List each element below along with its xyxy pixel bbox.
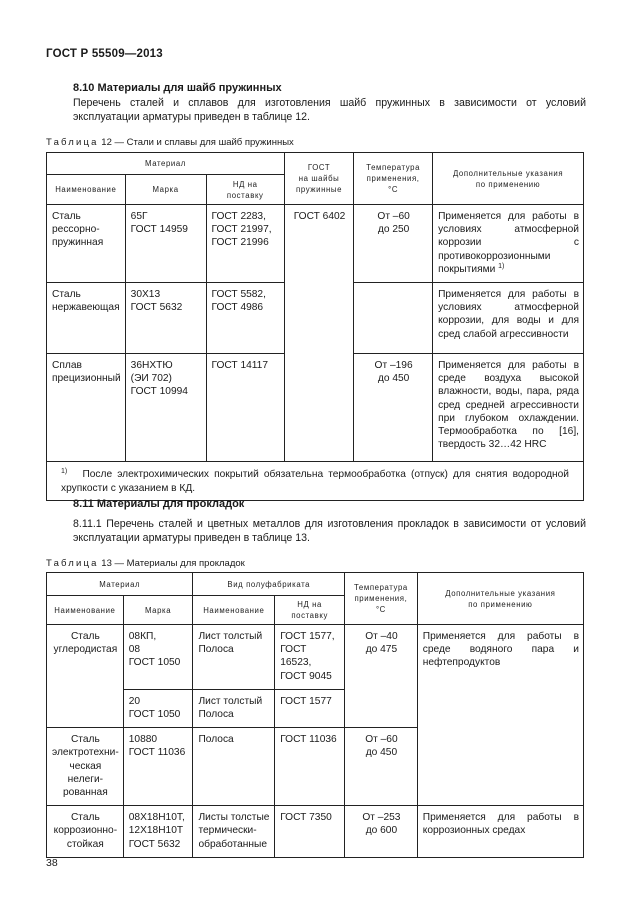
table-12-caption: [46, 137, 294, 148]
cell-grade: 10880 ГОСТ 11036: [123, 728, 193, 806]
cell-grade: 65Г ГОСТ 14959: [125, 205, 206, 283]
section-8-10-text: Перечень сталей и сплавов для изготовления шайб пружинных в зависимости от условий эксплуатации арматуры приведен в таблице 12.: [73, 97, 586, 123]
caption-text: 13 — Материалы для прокладок: [101, 558, 245, 569]
cell-name: Сплав прецизионный: [47, 354, 126, 462]
section-8-10-title: 8.10 Материалы для шайб пружинных: [73, 82, 282, 94]
header-material: Материал: [47, 573, 193, 596]
document-header: ГОСТ Р 55509—2013: [46, 48, 163, 60]
cell-grade: 30Х13 ГОСТ 5632: [125, 283, 206, 354]
header-temperature: Температура применения, °С: [345, 573, 418, 625]
cell-semi: Листы толстые термически- обработанные: [193, 806, 275, 858]
footnote-row: [47, 462, 584, 501]
caption-word: Таблица: [46, 137, 99, 148]
header-name: Наименование: [47, 175, 126, 205]
cell-grade: 20 ГОСТ 1050: [123, 689, 193, 727]
cell-nd: ГОСТ 5582, ГОСТ 4986: [206, 283, 284, 354]
cell-gost-shared: ГОСТ 6402: [284, 205, 353, 462]
table-13-caption: [46, 558, 245, 569]
cell-note: Применяется для работы в условиях атмосферной коррозии, для воды и для сред слабой агрессивности: [433, 283, 584, 354]
cell-nd: ГОСТ 11036: [275, 728, 345, 806]
cell-name: Сталь электротехни- ческая нелеги- рованная: [47, 728, 124, 806]
caption-word: Таблица: [46, 558, 99, 569]
header-name: Наименование: [47, 596, 124, 625]
footnote-mark: 1): [61, 468, 68, 476]
cell-nd: ГОСТ 14117: [206, 354, 284, 462]
cell-semi: Полоса: [193, 728, 275, 806]
header-notes: Дополнительные указания по применению: [433, 153, 584, 205]
section-8-11-paragraph: [46, 517, 586, 545]
header-temperature: Температура применения, °С: [354, 153, 433, 205]
cell-temp: [354, 283, 433, 354]
cell-grade: 36НХТЮ (ЭИ 702) ГОСТ 10994: [125, 354, 206, 462]
cell-name: Сталь нержавеющая: [47, 283, 126, 354]
footnote-ref: 1): [498, 262, 505, 270]
header-nd: НД на поставку: [206, 175, 284, 205]
cell-nd: ГОСТ 1577, ГОСТ 16523, ГОСТ 9045: [275, 625, 345, 690]
note-text: Применяется для работы в условиях атмосферной коррозии с противокоррозионными покрытиями: [438, 211, 579, 275]
header-semi-name: Наименование: [193, 596, 275, 625]
header-nd: НД на поставку: [275, 596, 345, 625]
cell-temp: От –253 до 600: [345, 806, 418, 858]
cell-semi: Лист толстый Полоса: [193, 689, 275, 727]
table-row: [47, 625, 584, 690]
header-notes: Дополнительные указания по применению: [417, 573, 583, 625]
cell-name: Сталь рессорно- пружинная: [47, 205, 126, 283]
header-material: Материал: [47, 153, 285, 175]
header-semi-product: Вид полуфабриката: [193, 573, 345, 596]
cell-temp: От –196 до 450: [354, 354, 433, 462]
cell-temp: От –60 до 250: [354, 205, 433, 283]
table-12: [46, 152, 584, 501]
footnote-text: После электрохимических покрытий обязательна термообработка (отпуск) для снятия водородной хрупкости с указанием в КД.: [61, 469, 569, 494]
table-12-footnote: [47, 462, 584, 501]
cell-name: Сталь углеродистая: [47, 625, 124, 728]
cell-temp: От –60 до 450: [345, 728, 418, 806]
section-8-10-paragraph: [46, 96, 586, 124]
caption-text: 12 — Стали и сплавы для шайб пружинных: [101, 137, 294, 148]
cell-semi: Лист толстый Полоса: [193, 625, 275, 690]
cell-grade: 08КП, 08 ГОСТ 1050: [123, 625, 193, 690]
cell-nd: ГОСТ 7350: [275, 806, 345, 858]
cell-note: Применяется для работы в среде воздуха высокой влажности, воды, пара, ряда сред средней агрессивности при глубоком охлаждении. Термообработка по [16], твердость 32…42 HRC: [433, 354, 584, 462]
cell-note: Применяется для работы в коррозионных средах: [417, 806, 583, 858]
section-8-11-title: 8.11 Материалы для прокладок: [73, 498, 245, 510]
header-gost-washers: ГОСТ на шайбы пружинные: [284, 153, 353, 205]
cell-temp: От –40 до 475: [345, 625, 418, 728]
cell-note: Применяется для работы в среде водяного пара и нефтепродуктов: [417, 625, 583, 806]
section-8-11-text: 8.11.1 Перечень сталей и цветных металлов для изготовления прокладок в зависимости от условий эксплуатации арматуры приведен в таблице 13.: [73, 518, 586, 544]
cell-grade: 08Х18Н10Т, 12Х18Н10Т ГОСТ 5632: [123, 806, 193, 858]
table-row: [47, 205, 584, 283]
table-row: [47, 806, 584, 858]
header-grade: Марка: [125, 175, 206, 205]
cell-nd: ГОСТ 2283, ГОСТ 21997, ГОСТ 21996: [206, 205, 284, 283]
header-grade: Марка: [123, 596, 193, 625]
cell-note: [433, 205, 584, 283]
cell-name: Сталь коррозионно- стойкая: [47, 806, 124, 858]
table-13: [46, 572, 584, 858]
page-number: 38: [46, 857, 58, 869]
cell-nd: ГОСТ 1577: [275, 689, 345, 727]
